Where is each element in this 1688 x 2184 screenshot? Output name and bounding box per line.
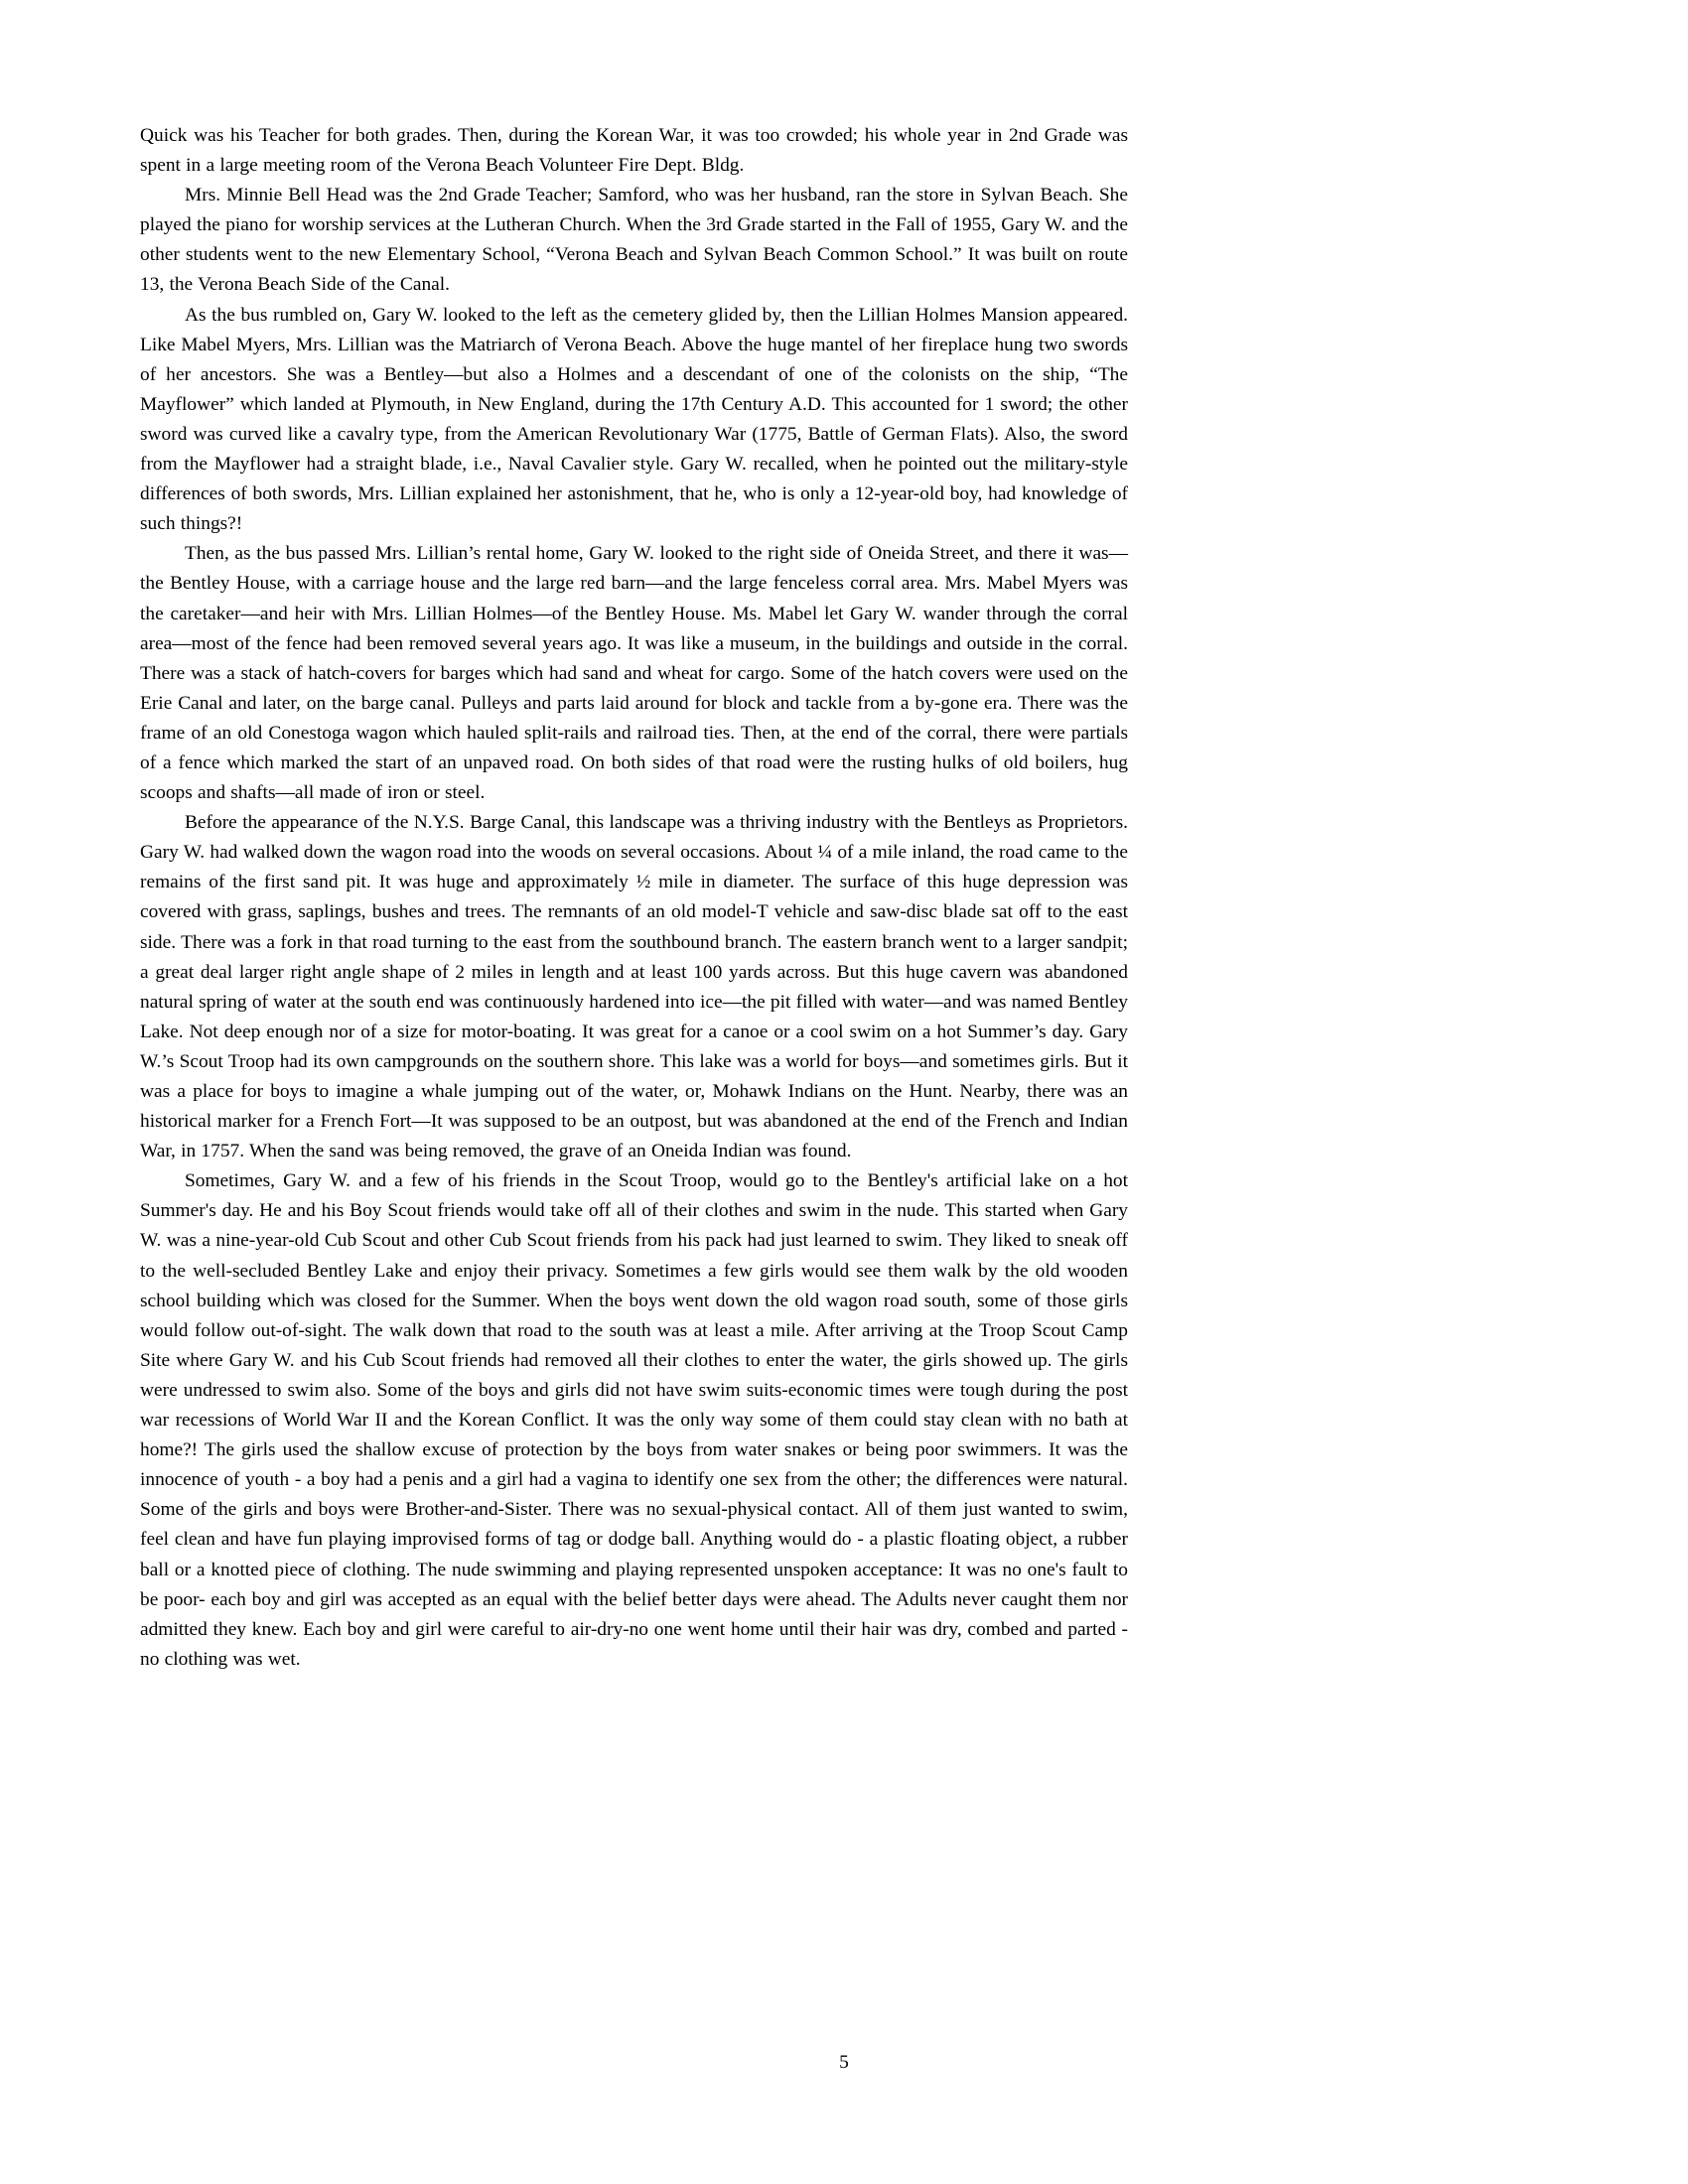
- paragraph-2: Mrs. Minnie Bell Head was the 2nd Grade Teacher; Samford, who was her husband, ran the store in Sylvan Beach. She played the piano for worship services at the Lutheran Church. When the 3rd Grade started in the Fall of 1955, Gary W. and the other students went to the new Elementary School, “Verona Beach and Sylvan Beach Common School.” It was built on route 13, the Verona Beach Side of the Canal.: [140, 185, 1128, 296]
- page-number: 5: [839, 2052, 849, 2073]
- paragraph-5: Before the appearance of the N.Y.S. Barge Canal, this landscape was a thriving industry with the Bentleys as Proprietors. Gary W. had walked down the wagon road into the woods on several occasions. About ¼ of a mile inland, the road came to the remains of the first sand pit. It was huge and approximately ½ mile in diameter. The surface of this huge depression was covered with grass, saplings, bushes and trees. The remnants of an old model-T vehicle and saw-disc blade sat off to the east side. There was a fork in that road turning to the east from the southbound branch. The eastern branch went to a larger sandpit; a great deal larger right angle shape of 2 miles in length and at least 100 yards across. But this huge cavern was abandoned natural spring of water at the south end was continuously hardened into ice—the pit filled with water—and was named Bentley Lake. Not deep enough nor of a size for motor-boating. It was great for a canoe or a cool swim on a hot Summer’s day. Gary W.’s Scout Troop had its own campgrounds on the southern shore. This lake was a world for boys—and sometimes girls. But it was a place for boys to imagine a whale jumping out of the water, or, Mohawk Indians on the Hunt. Nearby, there was an historical marker for a French Fort—It was supposed to be an outpost, but was abandoned at the end of the French and Indian War, in 1757. When the sand was being removed, the grave of an Oneida Indian was found.: [140, 812, 1128, 1162]
- body-text-column: [140, 121, 1128, 1675]
- paragraph-3: As the bus rumbled on, Gary W. looked to the left as the cemetery glided by, then the Lillian Holmes Mansion appeared. Like Mabel Myers, Mrs. Lillian was the Matriarch of Verona Beach. Above the huge mantel of her fireplace hung two swords of her ancestors. She was a Bentley—but also a Holmes and a descendant of one of the colonists on the ship, “The Mayflower” which landed at Plymouth, in New England, during the 17th Century A.D. This accounted for 1 sword; the other sword was curved like a cavalry type, from the American Revolutionary War (1775, Battle of German Flats). Also, the sword from the Mayflower had a straight blade, i.e., Naval Cavalier style. Gary W. recalled, when he pointed out the military-style differences of both swords, Mrs. Lillian explained her astonishment, that he, who is only a 12-year-old boy, had knowledge of such things?!: [140, 304, 1128, 535]
- paragraph-1: Quick was his Teacher for both grades. Then, during the Korean War, it was too crowded; his whole year in 2nd Grade was spent in a large meeting room of the Verona Beach Volunteer Fire Dept. Bldg.: [140, 125, 1128, 177]
- paragraph-6: Sometimes, Gary W. and a few of his friends in the Scout Troop, would go to the Bentley's artificial lake on a hot Summer's day. He and his Boy Scout friends would take off all of their clothes and swim in the nude. This started when Gary W. was a nine-year-old Cub Scout and other Cub Scout friends from his pack had just learned to swim. They liked to sneak off to the well-secluded Bentley Lake and enjoy their privacy. Sometimes a few girls would see them walk by the old wooden school building which was closed for the Summer. When the boys went down the old wagon road south, some of those girls would follow out-of-sight. The walk down that road to the south was at least a mile. After arriving at the Troop Scout Camp Site where Gary W. and his Cub Scout friends had removed all their clothes to enter the water, the girls showed up. The girls were undressed to swim also. Some of the boys and girls did not have swim suits-economic times were tough during the post war recessions of World War II and the Korean Conflict. It was the only way some of them could stay clean with no bath at home?! The girls used the shallow excuse of protection by the boys from water snakes or being poor swimmers. It was the innocence of youth - a boy had a penis and a girl had a vagina to identify one sex from the other; the differences were natural. Some of the girls and boys were Brother-and-Sister. There was no sexual-physical contact. All of them just wanted to swim, feel clean and have fun playing improvised forms of tag or dodge ball. Anything would do - a plastic floating object, a rubber ball or a knotted piece of clothing. The nude swimming and playing represented unspoken acceptance: It was no one's fault to be poor- each boy and girl was accepted as an equal with the belief better days were ahead. The Adults never caught them nor admitted they knew. Each boy and girl were careful to air-dry-no one went home until their hair was dry, combed and parted - no clothing was wet.: [140, 1170, 1128, 1670]
- paragraph-4: Then, as the bus passed Mrs. Lillian’s rental home, Gary W. looked to the right side of Oneida Street, and there it was—the Bentley House, with a carriage house and the large red barn—and the large fenceless corral area. Mrs. Mabel Myers was the caretaker—and heir with Mrs. Lillian Holmes—of the Bentley House. Ms. Mabel let Gary W. wander through the corral area—most of the fence had been removed several years ago. It was like a museum, in the buildings and outside in the corral. There was a stack of hatch-covers for barges which had sand and wheat for cargo. Some of the hatch covers were used on the Erie Canal and later, on the barge canal. Pulleys and parts laid around for block and tackle from a by-gone era. There was the frame of an old Conestoga wagon which hauled split-rails and railroad ties. Then, at the end of the corral, there were partials of a fence which marked the start of an unpaved road. On both sides of that road were the rusting hulks of old boilers, hug scoops and shafts—all made of iron or steel.: [140, 543, 1128, 804]
